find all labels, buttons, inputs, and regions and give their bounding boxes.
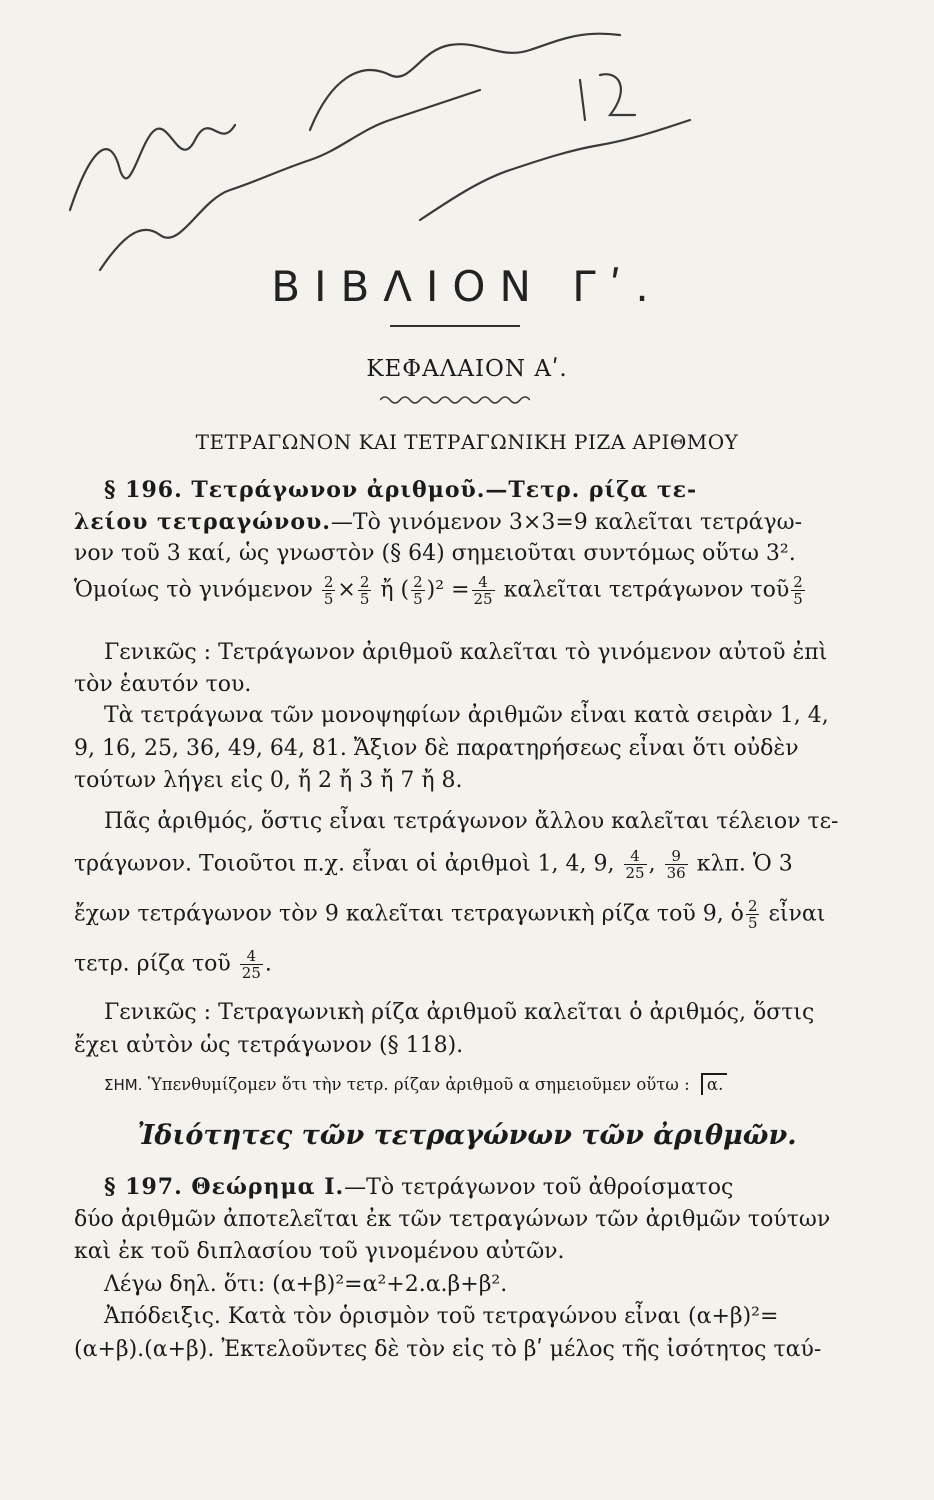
par197-line5: (α+β).(α+β). Ἐκτελοῦντες δὲ τὸν εἰς τὸ βʹ μέλος τῆς ἰσότητος ταύ- [74,1337,822,1362]
par197-line3: Λέγω δηλ. ὅτι: (α+β)²=α²+2.α.β+β². [104,1272,508,1297]
par196-line10-end: κλπ. Ὁ 3 [696,851,793,877]
fraction-4-25: $\frac{4}{25}$ [473,573,493,608]
fraction-4-25-b: $\frac{4}{25}$ [625,847,645,882]
note [104,1073,864,1095]
fraction-9-36: $\frac{9}{36}$ [666,847,686,882]
par197-line4: Ἀπόδειξις. Κατὰ τὸν ὁρισμὸν τοῦ τετραγώνου εἶναι (α+β)²= [104,1304,779,1329]
par196-line1-bold: λείου τετραγώνου. [74,509,331,535]
fraction-2-5: $\frac{2}{5}$ [323,573,334,608]
par197-heading [104,1172,894,1203]
par196-line1 [74,507,864,538]
title-divider [390,325,520,327]
fraction-2-5-c: $\frac{2}{5}$ [413,573,423,608]
par196-line3-end: καλεῖται τετράγωνον τοῦ [503,577,790,603]
fraction-2-5-b: $\frac{2}{5}$ [359,573,370,608]
par196-line13: Γενικῶς : Τετραγωνικὴ ρίζα ἀριθμοῦ καλεῖται ὁ ἀριθμός, ὅστις [104,1000,815,1025]
par196-line11-end: εἶναι [768,901,826,927]
par196-line3 [74,574,864,607]
fraction-2-5-e: $\frac{2}{5}$ [747,897,758,932]
square-root-icon [701,1073,727,1095]
par196-line3-start: Ὁμοίως τὸ γινόμενον [74,577,313,603]
note-label: ΣΗΜ. [104,1076,143,1094]
par197-line2: καὶ ἐκ τοῦ διπλασίου τοῦ γινομένου αὐτῶν. [74,1239,565,1264]
par196-line6: Τὰ τετράγωνα τῶν μονοψηφίων ἀριθμῶν εἶναι κατὰ σειρὰν 1, 4, [104,703,829,728]
note-symbol: α. [706,1075,724,1094]
par196-line5: τὸν ἑαυτόν του. [74,672,252,697]
or-paren: ἤ ( [380,577,410,603]
par196-line12-start: τετρ. ρίζα τοῦ [74,951,231,977]
note-text: Ὑπενθυμίζομεν ὅτι τὴν τετρ. ρίζαν ἀριθμοῦ α σημειοῦμεν οὕτω : [147,1075,690,1094]
par196-line14: ἔχει αὐτὸν ὡς τετράγωνον (§ 118). [74,1033,464,1058]
par196-line4: Γενικῶς : Τετράγωνον ἀριθμοῦ καλεῖται τὸ γινόμενον αὐτοῦ ἐπὶ [104,640,828,665]
book-title: ΒΙΒΛΙΟΝ Γʹ. [271,262,663,311]
par196-heading: § 196. Τετράγωνον ἀριθμοῦ.—Τετρ. ρίζα τε- [104,477,698,503]
wavy-divider [380,394,530,406]
par197-line1: δύο ἀριθμῶν ἀποτελεῖται ἐκ τῶν τετραγώνων τῶν ἀριθμῶν τούτων [74,1207,831,1232]
chapter-heading: ΚΕΦΑΛΑΙΟΝ Αʹ. [366,356,568,382]
squared-equals: )² = [426,577,470,603]
times-sign: × [337,577,356,603]
section-title: ΤΕΤΡΑΓΩΝΟΝ ΚΑΙ ΤΕΤΡΑΓΩΝΙΚΗ ΡΙΖΑ ΑΡΙΘΜΟΥ [195,430,739,454]
par196-line11-start: ἔχων τετράγωνον τὸν 9 καλεῖται τετραγωνικὴ ρίζα τοῦ 9, ὁ [74,901,744,927]
fraction-4-25-c: $\frac{4}{25}$ [241,947,261,982]
par196-line1-rest: —Τὸ γινόμενον 3×3=9 καλεῖται τετράγω- [330,510,803,535]
par196-line10: τράγωνον. Τοιοῦτοι π.χ. εἶναι οἱ ἀριθμοὶ 1, 4, 9, $\frac{4}{25}$ , $\frac{9}{36}$ κλπ. Ὁ 3 [74,847,793,882]
par196-line2: νον τοῦ 3 καί, ὡς γνωστὸν (§ 64) σημειοῦται συντόμως οὕτω 3². [74,541,796,566]
par197-heading-rest: —Τὸ τετράγωνον τοῦ ἀθροίσματος [344,1175,734,1200]
par196-line12: τετρ. ρίζα τοῦ $\frac{4}{25}$ . [74,947,272,982]
fraction-2-5-d: $\frac{2}{5}$ [793,573,803,608]
par196-line10-start: τράγωνον. Τοιοῦτοι π.χ. εἶναι οἱ ἀριθμοὶ 1, 4, 9, [74,851,615,877]
subheading: Ἰδιότητες τῶν τετραγώνων τῶν ἀριθμῶν. [137,1120,797,1151]
par197-heading-bold: § 197. Θεώρημα I. [104,1174,345,1200]
par196-line7: 9, 16, 25, 36, 49, 64, 81. Ἄξιον δὲ παρατηρήσεως εἶναι ὅτι οὐδὲν [74,736,799,761]
par196-line11 [74,898,864,931]
par196-line9: Πᾶς ἀριθμός, ὅστις εἶναι τετράγωνον ἄλλου καλεῖται τέλειον τε- [104,809,839,834]
par196-line8: τούτων λήγει εἰς 0, ἤ 2 ἤ 3 ἤ 7 ἤ 8. [74,768,463,793]
